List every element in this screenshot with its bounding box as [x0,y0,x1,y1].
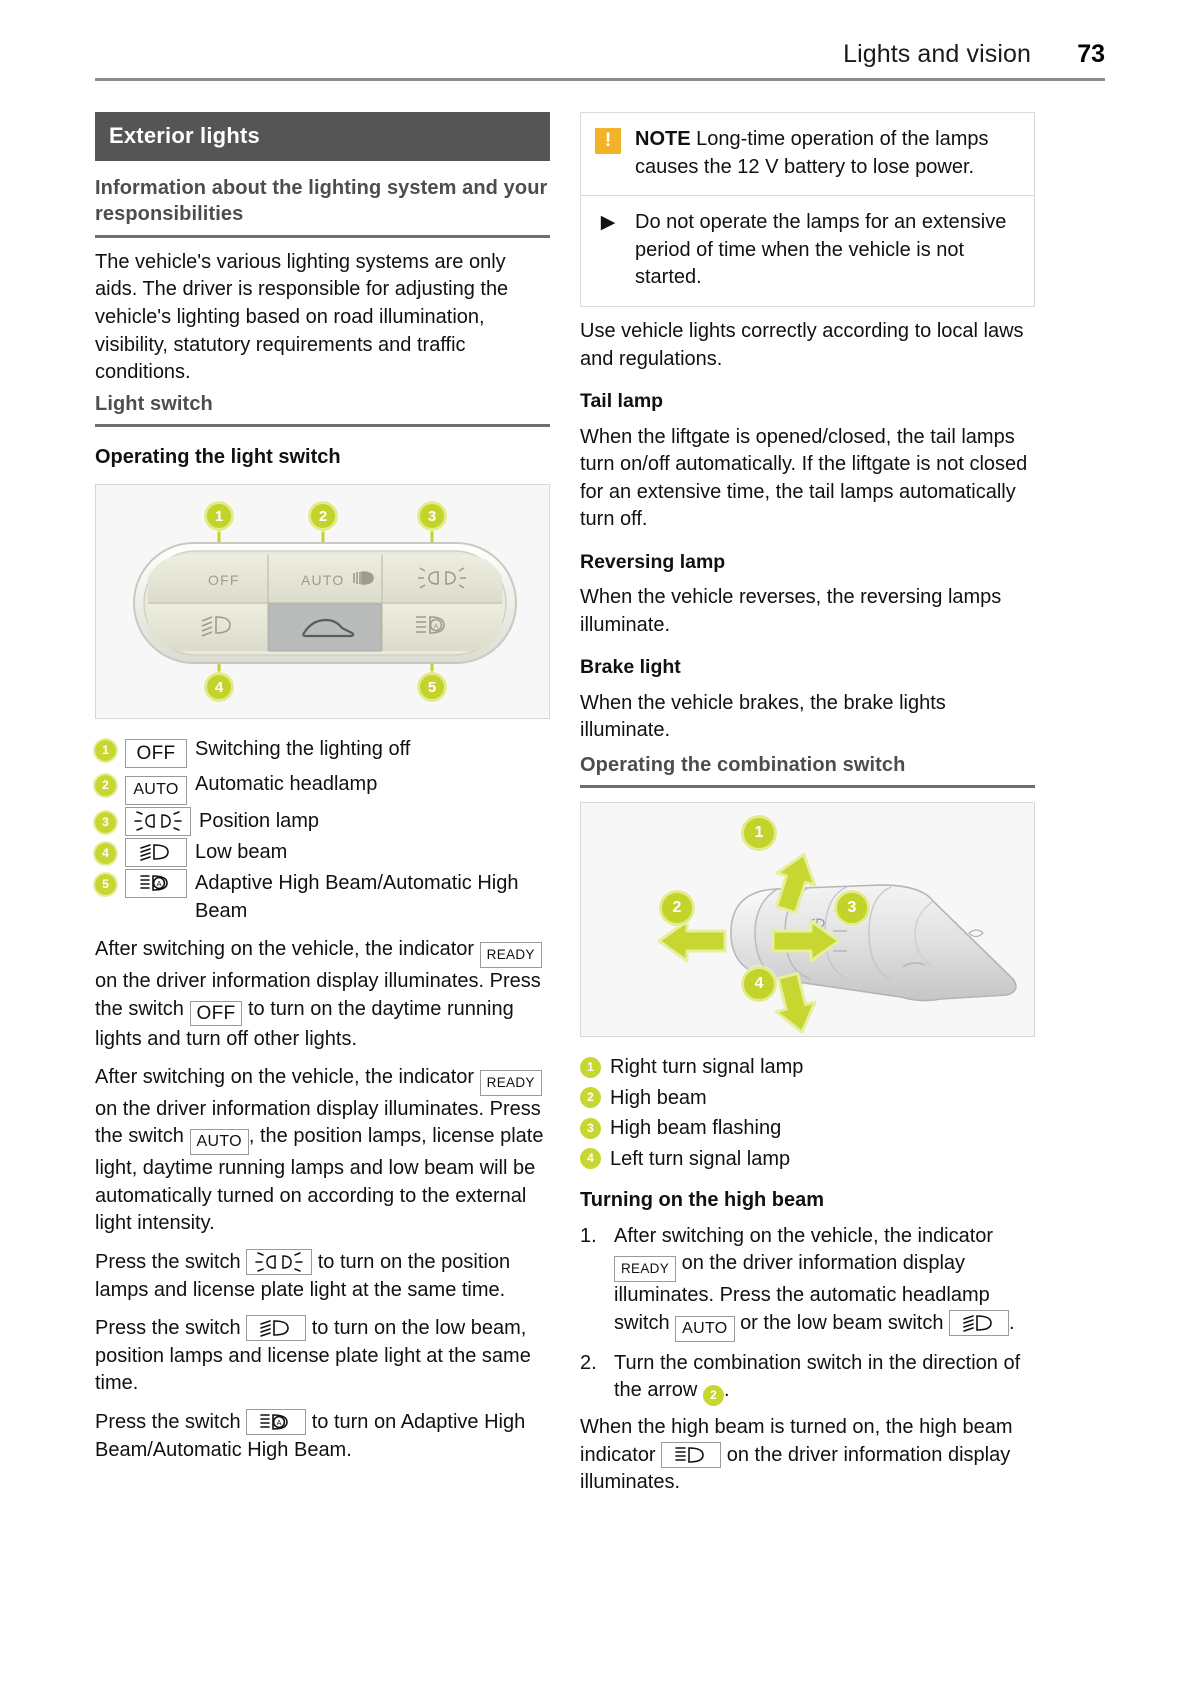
legend-number-1: 1 [580,1057,601,1078]
legend-item-adaptive-high-beam [95,869,550,926]
paragraph-position-lamp [95,1249,550,1304]
note-action-text: Do not operate the lamps for an extensive period of time when the vehicle is not started. [635,211,1007,289]
paragraph-adaptive-high-beam [95,1409,550,1464]
step-text-b: . [723,1379,730,1402]
para-text-c: , the position lamps, license plate light, daytime running lamps and low beam will be automatically turned on according to the external light intensity. [95,1125,544,1235]
legend-item-right-turn [580,1053,1035,1081]
legend-label-low-beam: Low beam [195,840,288,863]
section-heading-light-switch: Light switch [95,392,213,415]
low-beam-icon [246,1315,306,1341]
warning-exclamation-icon: ! [595,128,621,154]
svg-text:A: A [433,623,439,631]
legend-item-low-beam [95,838,550,867]
ready-badge: READY [480,1070,542,1096]
light-switch-legend [95,735,550,925]
position-lamp-icon [125,807,191,836]
note-row-action [581,195,1034,306]
light-switch-divider [95,424,550,427]
legend-label-adaptive: Adaptive High Beam/Automatic High Beam [195,871,519,923]
section-heading-information: Information about the lighting system and your responsibilities [95,177,548,226]
legend-number-1: 1 [95,740,116,761]
ready-badge: READY [480,942,542,968]
step-text-d: . [1009,1311,1015,1334]
para-text-b: to turn on the position lamps and license plate light at the same time. [95,1250,511,1301]
left-column [95,112,550,1497]
inline-callout-2: 2 [703,1385,724,1406]
adaptive-high-beam-icon [125,869,187,898]
legend-label-off: Switching the lighting off [195,738,411,761]
callout-2: 2 [308,501,338,531]
legend-symbol-off: OFF [125,735,187,768]
para-text-c: to turn on the daytime running lights and turn off other lights. [95,997,514,1050]
legend-item-high-beam [580,1084,1035,1112]
paragraph-ready-auto [95,1064,550,1238]
legend-symbol-adaptive [125,869,187,898]
page-number: 73 [1077,40,1105,68]
high-beam-steps [580,1223,1035,1406]
legend-label-high-beam: High beam [610,1086,707,1109]
low-beam-icon [949,1310,1009,1336]
legend-label-high-beam-flashing: High beam flashing [610,1117,782,1140]
legend-item-position-lamp [95,807,550,836]
closing-text-b: on the driver information display illuminates. [580,1443,1011,1494]
note-label: NOTE [635,128,691,150]
para-text-a: After switching on the vehicle, the indicator [95,1066,475,1089]
off-badge: OFF [190,1001,243,1026]
para-text-b: on the driver information display illuminates. Press the switch [95,969,541,1020]
low-beam-icon [125,838,187,867]
paragraph-low-beam [95,1315,550,1398]
combination-switch-legend [580,1053,1035,1173]
legend-number-4: 4 [580,1148,601,1169]
para-text-a: Press the switch [95,1410,241,1433]
callout-1: 1 [204,501,234,531]
section-heading-combination-switch: Operating the combination switch [580,753,906,776]
paragraph-reversing-lamp: When the vehicle reverses, the reversing lamps illuminate. [580,586,1002,636]
legend-number-3: 3 [580,1118,601,1139]
legend-item-high-beam-flashing [580,1114,1035,1142]
header-divider [95,78,1105,81]
paragraph-tail-lamp: When the liftgate is opened/closed, the tail lamps turn on/off automatically. If the liftgate is not closed for an extensive time, the tail lamps automatically turn off. [580,425,1028,531]
legend-item-off [95,735,550,768]
para-text-a: Press the switch [95,1317,241,1340]
note-row-message [581,113,1034,195]
legend-number-5: 5 [95,874,116,895]
para-text-b: on the driver information display illuminates. Press the switch [95,1097,541,1148]
page-title: Lights and vision [843,40,1031,68]
right-column [580,112,1035,1497]
legend-label-auto: Automatic headlamp [195,773,378,796]
figure-combination-switch [580,802,1035,1037]
auto-badge: AUTO [190,1129,249,1155]
combination-switch-divider [580,785,1035,788]
svg-text:AUTO: AUTO [301,572,345,589]
legend-symbol-auto: AUTO [125,770,187,805]
task-heading-operating-light-switch: Operating the light switch [95,446,341,469]
para-text-a: After switching on the vehicle, the indicator [95,938,475,961]
note-box [580,112,1035,307]
intro-paragraph: The vehicle's various lighting systems are only aids. The driver is responsible for adjusting the vehicle's lighting based on road illumination, visibility, statutory requirements and traffic conditions. [95,250,509,384]
step-text-a: Turn the combination switch in the direction of the arrow [614,1351,1021,1402]
step-text-a: After switching on the vehicle, the indicator [614,1224,994,1247]
legend-label-left-turn: Left turn signal lamp [610,1147,791,1170]
callout-1: 1 [741,815,777,851]
paragraph-high-beam-indicator [580,1414,1035,1497]
callout-5: 5 [417,672,447,702]
callout-4: 4 [204,672,234,702]
auto-badge: AUTO [675,1316,734,1342]
callout-4: 4 [741,966,777,1002]
legend-label-position: Position lamp [199,809,320,832]
heading-divider [95,235,550,238]
legend-number-3: 3 [95,812,116,833]
note-body-text: Long-time operation of the lamps causes the 12 V battery to lose power. [635,128,989,178]
legend-label-right-turn: Right turn signal lamp [610,1056,804,1079]
closing-text-a: When the high beam is turned on, the high beam indicator [580,1415,1013,1466]
callout-3: 3 [417,501,447,531]
section-heading-reversing-lamp: Reversing lamp [580,550,726,573]
svg-text:A: A [276,1418,282,1428]
callout-3: 3 [834,890,870,926]
paragraph-use-lights: Use vehicle lights correctly according to local laws and regulations. [580,319,1024,370]
legend-number-2: 2 [95,775,116,796]
ready-badge: READY [614,1256,676,1282]
legend-number-2: 2 [580,1087,601,1108]
two-column-body [95,112,1105,1497]
high-beam-icon [661,1442,721,1468]
paragraph-brake-light: When the vehicle brakes, the brake lights illuminate. [580,691,946,742]
arrow-left [659,921,725,961]
step-1 [580,1223,1035,1342]
callout-2: 2 [659,890,695,926]
para-text-b: to turn on the low beam, position lamps and license plate light at the same time. [95,1317,531,1395]
para-text-a: Press the switch [95,1250,241,1273]
step-text-c: or the low beam switch [740,1311,944,1334]
legend-item-left-turn [580,1145,1035,1173]
step-text-b: on the driver information display illuminates. Press the automatic headlamp switch [614,1252,990,1334]
position-lamp-icon [246,1249,312,1275]
legend-symbol-position [125,807,191,836]
section-heading-tail-lamp: Tail lamp [580,390,664,413]
combination-switch-illustration [581,803,1034,1036]
paragraph-ready-off [95,936,550,1053]
svg-text:A: A [156,879,162,889]
svg-text:OFF: OFF [208,572,240,589]
triangle-right-icon: ▶ [600,212,616,234]
figure-light-switch [95,484,550,719]
section-heading-brake-light: Brake light [580,656,681,679]
step-2 [580,1350,1035,1406]
chapter-title-bar: Exterior lights [95,112,550,161]
legend-item-auto [95,770,550,805]
page-header [95,40,1105,69]
note-message [635,126,1020,181]
adaptive-high-beam-icon [246,1409,306,1435]
para-text-b: to turn on Adaptive High Beam/Automatic High Beam. [95,1410,526,1461]
task-heading-turning-on-high-beam: Turning on the high beam [580,1188,825,1211]
legend-number-4: 4 [95,843,116,864]
legend-symbol-low-beam [125,838,187,867]
